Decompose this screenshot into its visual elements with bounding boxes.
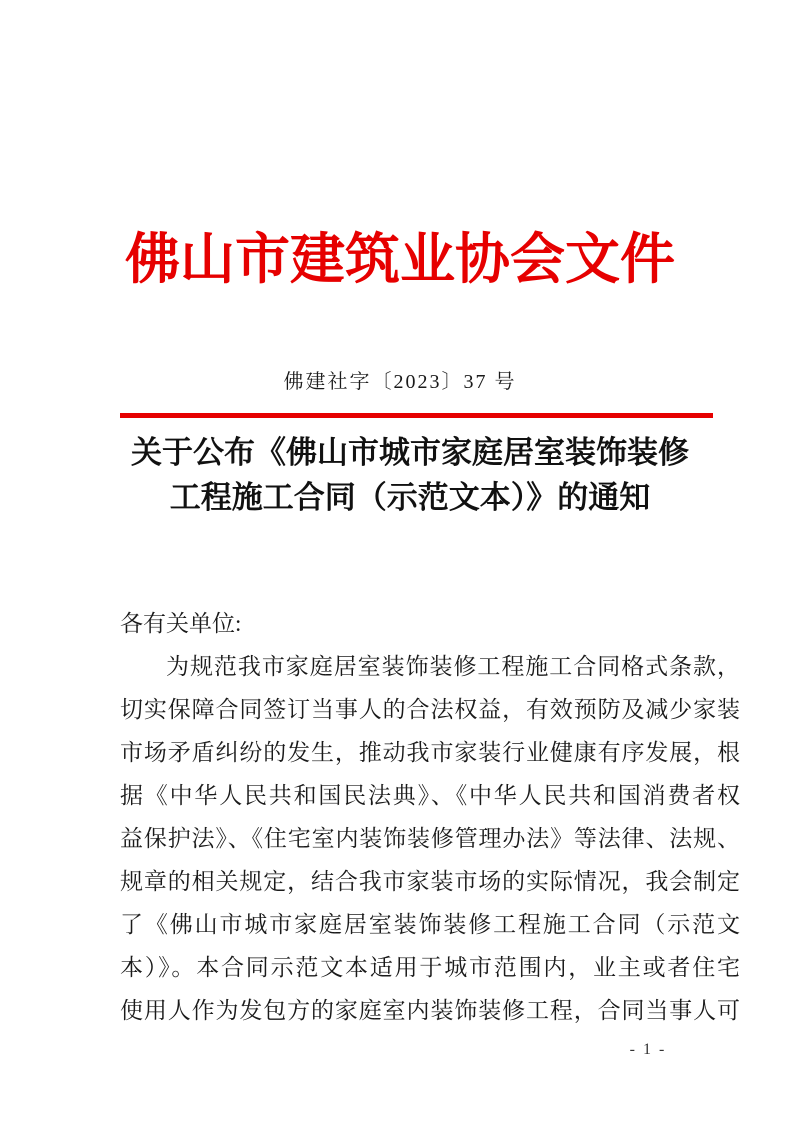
body-line: 市场矛盾纠纷的发生，推动我市家装行业健康有序发展，根 — [120, 740, 740, 765]
body-text — [120, 602, 740, 1032]
body-line: 使用人作为发包方的家庭室内装饰装修工程，合同当事人可 — [120, 998, 740, 1023]
body-line: 规章的相关规定，结合我市家装市场的实际情况，我会制定 — [120, 869, 740, 894]
body-line: 了《佛山市城市家庭居室装饰装修工程施工合同（示范文 — [120, 912, 740, 937]
doc-number: 佛建社字〔2023〕37 号 — [283, 371, 517, 393]
doc-title-line-1: 关于公布《佛山市城市家庭居室装饰装修 — [131, 435, 689, 470]
body-line: 益保护法》、《住宅室内装饰装修管理办法》等法律、法规、 — [120, 826, 740, 851]
body-line: 为规范我市家庭居室装饰装修工程施工合同格式条款， — [166, 654, 740, 679]
org-title: 佛山市建筑业协会文件 — [124, 229, 675, 290]
body-line: 据《中华人民共和国民法典》、《中华人民共和国消费者权 — [120, 783, 740, 808]
body-line: 切实保障合同签订当事人的合法权益，有效预防及减少家装 — [120, 697, 740, 722]
doc-title — [100, 430, 720, 520]
doc-title-line-2: 工程施工合同（示范文本）》的通知 — [169, 480, 651, 515]
page-number: - 1 - — [629, 1041, 667, 1058]
body-line: 本）》。本合同示范文本适用于城市范围内，业主或者住宅 — [120, 955, 740, 980]
red-separator-line — [120, 413, 713, 418]
salutation: 各有关单位: — [120, 611, 242, 636]
